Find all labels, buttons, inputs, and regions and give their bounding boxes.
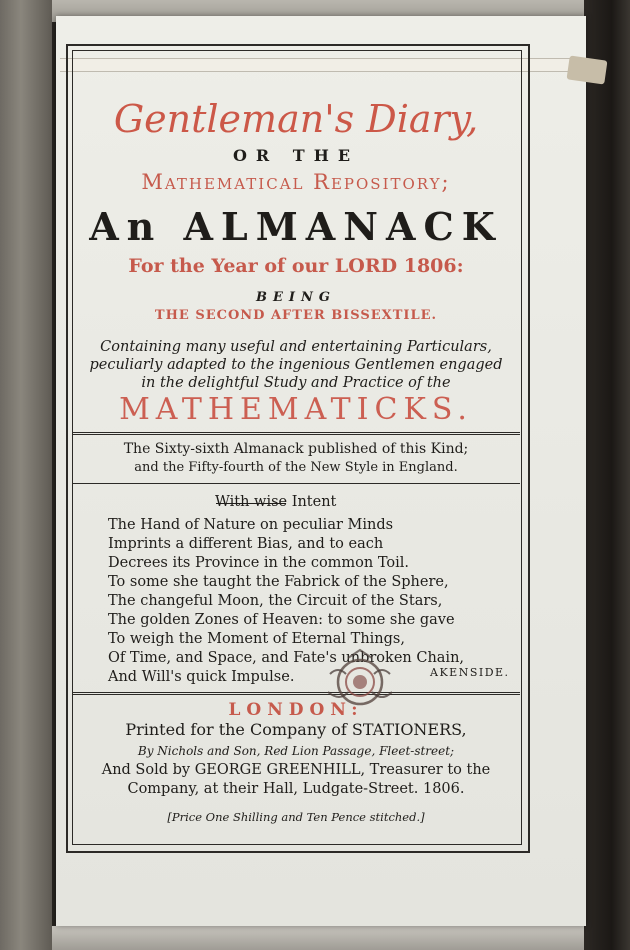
edition-line-2: and the Fifty-fourth of the New Style in England. <box>134 460 458 475</box>
imprint-printer: By Nichols and Son, Red Lion Passage, Fleet-street; <box>137 744 455 758</box>
poem-line: The golden Zones of Heaven: to some she gave <box>108 612 455 628</box>
poem-line: Of Time, and Space, and Fate's unbroken Chain, <box>108 650 465 666</box>
poem-line: To some she taught the Fabrick of the Sphere, <box>108 574 449 590</box>
divider-rule <box>72 432 520 435</box>
poem-line: Imprints a different Bias, and to each <box>108 536 384 552</box>
divider-rule <box>72 483 520 484</box>
imprint-sold-by: And Sold by GEORGE GREENHILL, Treasurer to the <box>101 762 491 778</box>
divider-rule <box>72 692 520 695</box>
poem-author: AKENSIDE. <box>430 666 510 679</box>
poem-line: Decrees its Province in the common Toil. <box>108 555 410 571</box>
book-edge <box>584 0 630 950</box>
being-text: BEING <box>256 290 336 305</box>
page-stack-bottom <box>52 926 584 950</box>
bissextile-line: THE SECOND AFTER BISSEXTILE. <box>154 308 438 323</box>
description-line-1: Containing many useful and entertaining Particulars, <box>100 339 492 355</box>
imprint-printed-for: Printed for the Company of STATIONERS, <box>125 720 467 739</box>
description-line-2: peculiarly adapted to the ingenious Gentlemen engaged <box>89 357 503 373</box>
year-line: For the Year of our LORD 1806: <box>128 255 464 277</box>
imprint-hall: Company, at their Hall, Ludgate-Street. 1806. <box>127 781 465 797</box>
imprint-city: LONDON: <box>228 700 364 720</box>
book-spine <box>0 0 52 950</box>
poem-line: To weigh the Moment of Eternal Things, <box>108 631 405 647</box>
poem-intro: With wise Intent <box>215 494 337 510</box>
description-line-3: in the delightful Study and Practice of the <box>141 375 451 391</box>
main-title: Gentleman's Diary, <box>113 97 479 141</box>
poem-line: And Will's quick Impulse. <box>108 669 295 685</box>
poem-line: The Hand of Nature on peculiar Minds <box>108 517 394 533</box>
almanack-heading: An ALMANACK <box>89 204 503 249</box>
edition-line-1: The Sixty-sixth Almanack published of this Kind; <box>123 441 469 457</box>
price-line: [Price One Shilling and Ten Pence stitched.] <box>167 810 425 824</box>
poem-line: The changeful Moon, the Circuit of the Stars, <box>108 593 443 609</box>
ribbon-end <box>567 55 608 84</box>
subtitle: Mathematical Repository; <box>141 170 451 194</box>
or-the-text: OR THE <box>232 146 360 165</box>
subject-heading: MATHEMATICKS. <box>119 392 473 427</box>
